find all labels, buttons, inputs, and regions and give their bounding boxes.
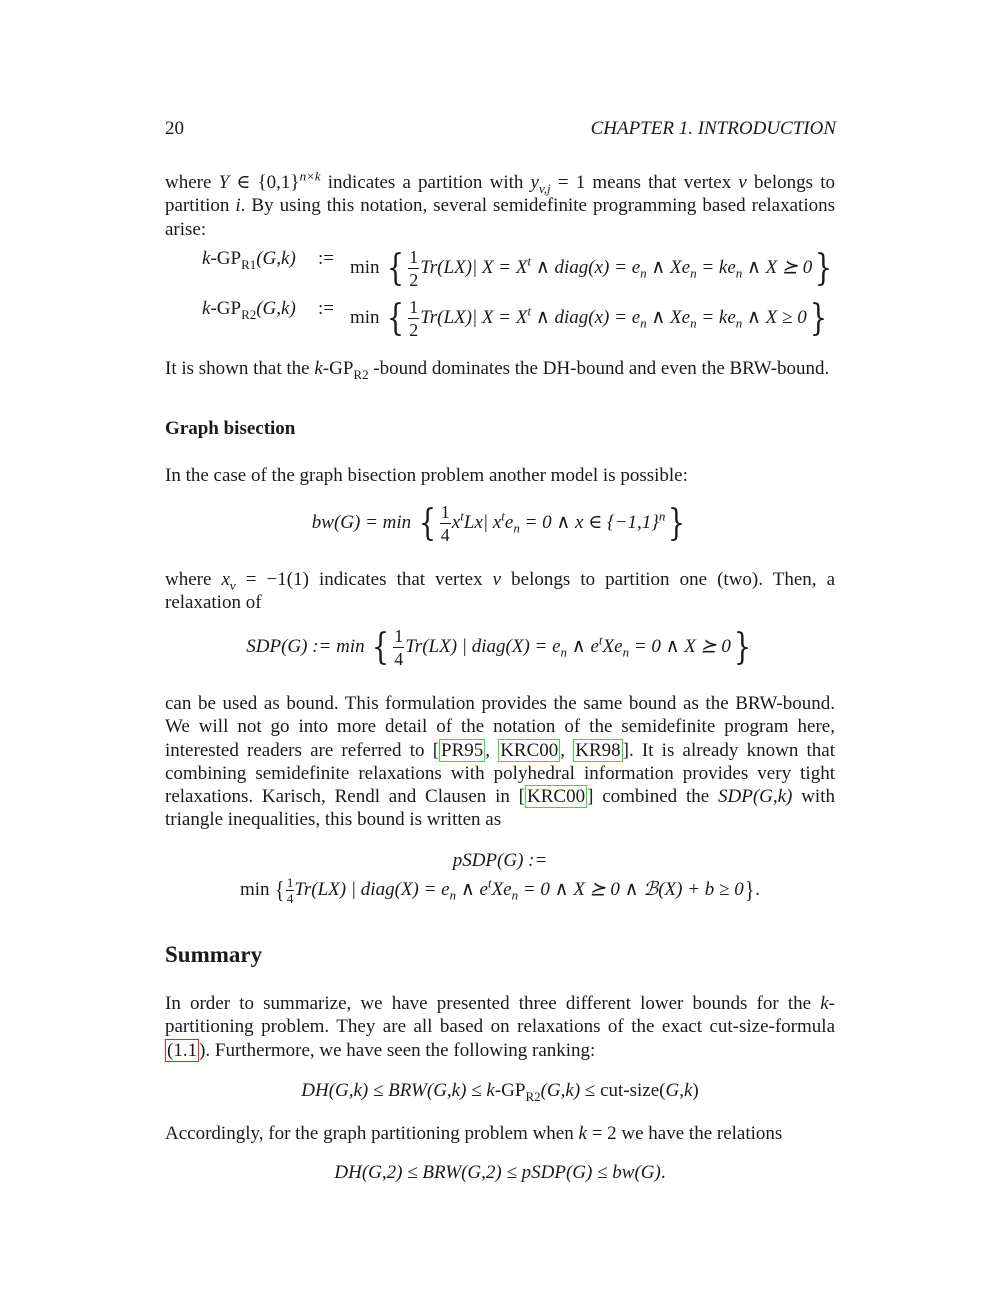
section-heading-summary: Summary: [165, 942, 263, 967]
bisection-where: where $x_v = -1(1)$ indicates that vertex v belongs to partition one (two). Then, a relaxation of: [165, 569, 836, 614]
dominance-sentence: It is shown that the $k-GP_{R2}$ -bound dominates the DH-bound and even the BRW-bound.: [165, 358, 830, 382]
page-number: 20: [165, 118, 184, 139]
equation-ref-link[interactable]: (1.1: [167, 1039, 198, 1061]
chapter-title: CHAPTER 1. INTRODUCTION: [590, 118, 836, 139]
summary-paragraph: In order to summarize, we have presented three different lower bounds for the k-partitioning problem. They are all based on relaxations of the exact cut-size-formula (1.1 ). Furthermore, we have seen the following ranking:: [165, 993, 835, 1061]
citation-link-krc00[interactable]: KRC00: [500, 739, 559, 761]
section-heading-graph-bisection: Graph bisection: [165, 418, 296, 439]
equation-psdp-line2: min { $\frac{1}{4}$ Tr(LX) | diag(X) = $e_n$ ∧ $e^tXe_n = 0$ ∧ X ⪰ 0 ∧ ℬ(X) + b ≥ 0}.: [239, 875, 760, 906]
equation-bw: bw(G) = min { $\frac{1}{4}$ $x^tLx|$ $x^te_n = 0$ ∧ x ∈ $\{-1,1\}^n$}: [311, 502, 686, 545]
citation-link-kr98[interactable]: KR98: [575, 739, 621, 761]
citation-link-krc00-2[interactable]: KRC00: [527, 786, 586, 808]
equation-final-relations: DH(G,2) ≤ BRW(G,2) ≤ pSDP(G) ≤ bw(G).: [334, 1162, 666, 1183]
accordingly-sentence: Accordingly, for the graph partitioning problem when k = 2 we have the relations: [165, 1123, 783, 1144]
equation-ranking: $DH(G,k) \le BRW(G,k) \le k-GP_{R2}(G,k)$ ≤ cut-size(G,k): [301, 1080, 699, 1104]
bisection-discussion: can be used as bound. This formulation provides the same bound as the BRW-bound. We will not go into more detail of the notation of the semidefinite program here, interested readers are referred to [ PR95 , KRC00 , KR98 ]. It is already known that combining semidefinite relaxations with polyhedral information provides very tight relaxations. Karisch, Rendl and Clausen in [ KRC00 ] combined the SDP(G,k) with triangle inequalities, this bound is written as: [165, 693, 835, 831]
citation-link-pr95[interactable]: PR95: [441, 739, 484, 761]
equation-psdp-line1: pSDP(G) :=: [452, 850, 548, 871]
intro-paragraph: where Y ∈ $\{0,1\}^{n\times k}$ indicates a partition with $y_{v,j} = 1$ means that vertex v belongs to partition i. By using this notation, several semidefinite programming based relaxations arise:: [165, 168, 836, 240]
equation-sdp: SDP(G) := min { $\frac{1}{4}$ Tr(LX) | diag(X) = $e_n$ ∧ $e^tXe_n = 0$ ∧ X ⪰ 0}: [246, 626, 751, 669]
paper-page: 20 CHAPTER 1. INTRODUCTION where Y ∈ $\{0,1\}^{n\times k}$ indicates a partition with $y_{v,j} = 1$ means that vertex v belongs to partition i. By using this notation, several semidefinite programming based relaxations arise: $k-GP_{R1}(G,k)$ := min { $\frac{1}{2}$ Tr(LX)| $X = X^t$ ∧ diag(x) = $e_n$ ∧ $Xe_n = ke_n$ ∧ X ⪰ 0} $k-GP_{R2}(G,k)$ := min { $\frac{1}{2}$ Tr(LX)| $X = X^t$ ∧ diag(x) = $e_n$ ∧ $Xe_n = ke_n$ ∧ X ≥ 0} It is shown that the $k-GP_{R2}$ -bound dominates the DH-bound and even the BRW-bound. Graph bisection In the case of the graph bisection problem another model is possible: bw(G) = min { $\frac{1}{4}$ $x^tLx|$ $x^te_n = 0$ ∧ x ∈ $\{-1,1\}^n$} where $x_v = -1(1)$ indicates that vertex v belongs to partition one (two). Then, a relaxation of SDP(G) := min { $\frac{1}{4}$ Tr(LX) | diag(X) = $e_n$ ∧ $e^tXe_n = 0$ ∧ X ⪰ 0} can be used as bound. This formulation provides the same bound as the BRW-bound. We will not go into more detail of the notation of the semidefinite program here, interested readers are referred to [ PR95 , KRC00 , KR98 ]. It is already known that combining semidefinite relaxations with polyhedral information provides very tight relaxations. Karisch, Rendl and Clausen in [ KRC00 ] combined the SDP(G,k) with triangle inequalities, this bound is written as pSDP(G) := min { $\frac{1}{4}$ Tr(LX) | diag(X) = $e_n$ ∧ $e^tXe_n = 0$ ∧ X ⪰ 0 ∧ ℬ(X) + b ≥ 0}. Summary In order to summarize, we have presented three different lower bounds for the k-partitioning problem. They are all based on relaxations of the exact cut-size-formula (1.1 ). Furthermore, we have seen the following ranking: $DH(G,k) \le BRW(G,k) \le k-GP_{R2}(G,k)$ ≤ cut-size(G,k) Accordingly, for the graph partitioning problem when k = 2 we have the relations DH(G,2) ≤ BRW(G,2) ≤ pSDP(G) ≤ bw(G).: [165, 118, 836, 1183]
bisection-intro: In the case of the graph bisection problem another model is possible:: [165, 465, 688, 486]
